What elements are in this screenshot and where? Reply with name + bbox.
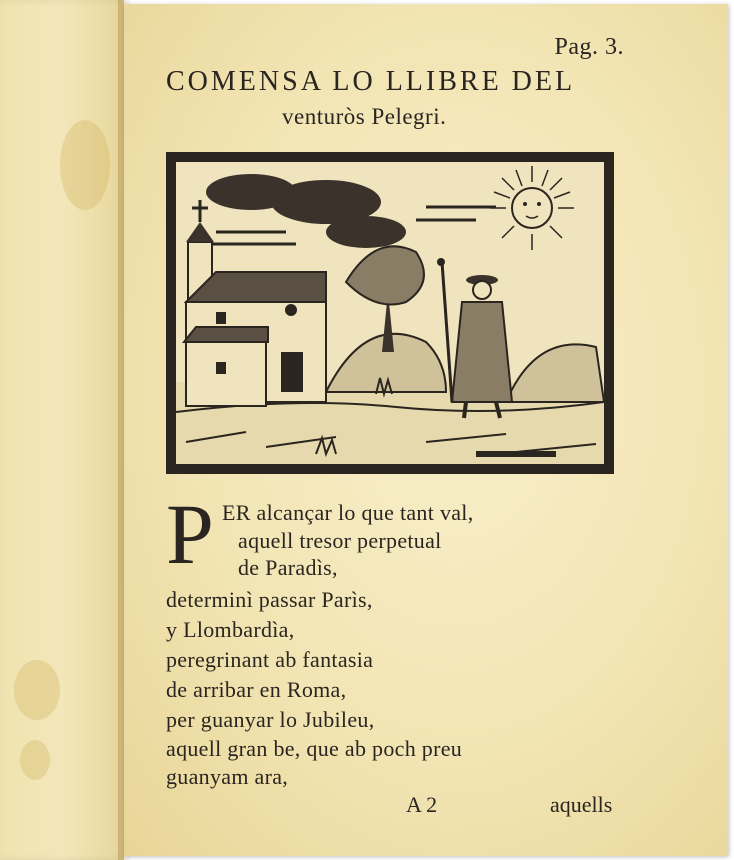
verse-line: aquell tresor perpetual — [238, 528, 442, 553]
verse-line: aquell gran be, que ab poch preu — [166, 736, 463, 761]
clouds-icon — [206, 174, 496, 248]
water-stain — [20, 740, 50, 780]
drop-capital: P — [166, 486, 214, 582]
verse-line: ER alcançar lo que tant val, — [222, 500, 474, 525]
woodcut-illustration — [166, 152, 614, 474]
woodcut-scene — [176, 162, 604, 464]
page-subtitle: venturòs Pelegri. — [282, 104, 447, 129]
sun-face-icon — [490, 166, 574, 250]
signature-mark: A 2 — [406, 792, 438, 817]
verse-line: de arribar en Roma, — [166, 677, 347, 702]
verse-line: peregrinant ab fantasia — [166, 647, 374, 672]
water-stain — [14, 660, 60, 720]
water-stain — [60, 120, 110, 210]
page-number: Pag. 3. — [554, 34, 624, 60]
facing-page-edge — [0, 0, 124, 860]
verse-line: per guanyar lo Jubileu, — [166, 707, 375, 732]
page-title: COMENSA LO LLIBRE DEL — [166, 66, 576, 97]
verse-line: guanyam ara, — [166, 764, 289, 789]
verse-line: determinì passar Parìs, — [166, 587, 373, 612]
catchword: aquells — [550, 792, 613, 817]
verse-line: y Llombardìa, — [166, 617, 295, 642]
verse-line: de Paradìs, — [238, 555, 338, 580]
